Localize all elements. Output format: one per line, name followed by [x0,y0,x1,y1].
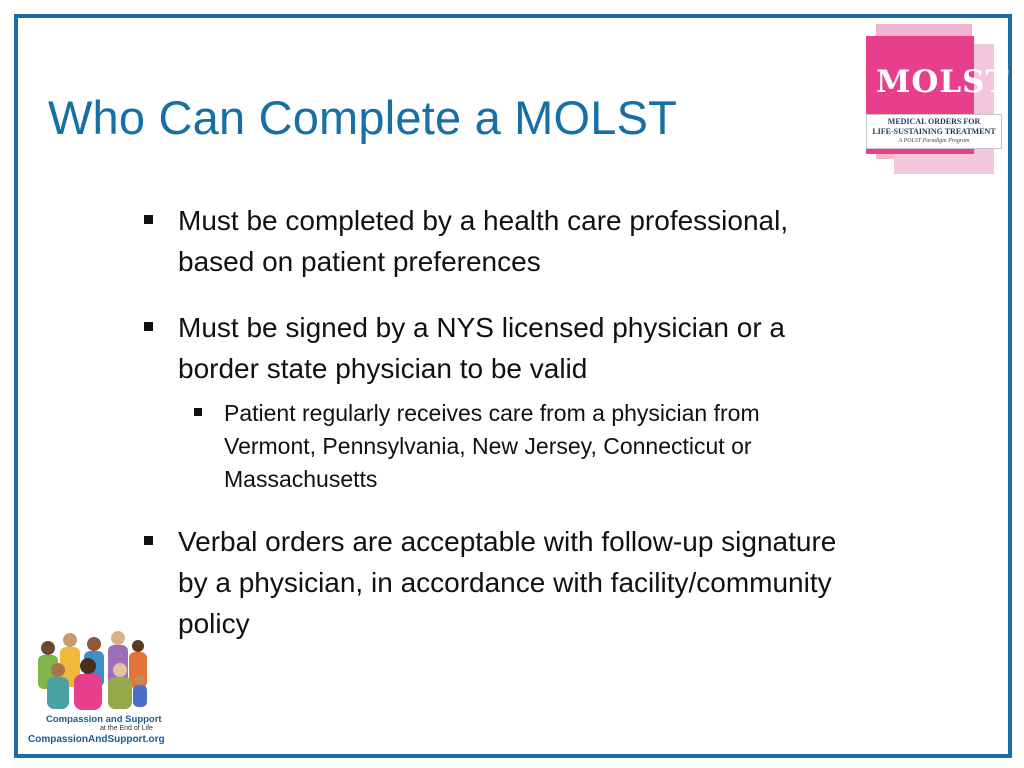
molst-logo-line2: LIFE-SUSTAINING TREATMENT [872,127,996,136]
square-bullet-icon [144,536,153,545]
square-sub-bullet-icon [194,408,202,416]
bullet-text: Must be completed by a health care professional, based on patient preferences [178,205,789,277]
slide-title: Who Can Complete a MOLST [48,91,678,144]
sub-bullet-item [178,397,858,496]
molst-logo [866,24,1010,174]
bullet-text: Must be signed by a NYS licensed physician or a border state physician to be valid [178,312,785,384]
org-tagline: at the End of Life [100,725,153,732]
bullet-list [138,200,858,644]
org-name: Compassion and Support [46,714,162,725]
org-url: CompassionAndSupport.org [28,734,165,745]
compassion-support-logo [28,618,178,748]
molst-wordmark: MOLST [876,64,1010,100]
square-bullet-icon [144,322,153,331]
sub-bullet-text: Patient regularly receives care from a physician from Vermont, Pennsylvania, New Jersey, Connecticut or Massachusetts [224,400,760,492]
bullet-item [138,307,858,496]
people-group-icon [28,618,158,714]
molst-logo-line1: MEDICAL ORDERS FOR [887,117,981,126]
bullet-item [138,521,858,644]
slide-frame [14,14,1012,758]
molst-logo-line3: A POLST Paradigm Program [898,138,970,144]
square-bullet-icon [144,215,153,224]
bullet-item [138,200,858,282]
sub-bullet-list [178,397,858,496]
bullet-text: Verbal orders are acceptable with follow-up signature by a physician, in accordance with facility/community policy [178,526,837,639]
molst-logo-caption [866,114,1002,149]
